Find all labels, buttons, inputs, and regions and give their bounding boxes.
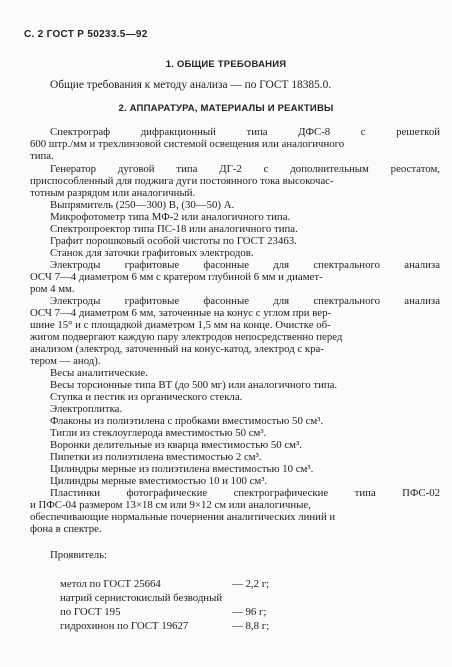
section-1-text: Общие требования к методу анализа — по ГОСТ 18385.0. bbox=[50, 79, 332, 91]
reagent-amount: — 8,8 г; bbox=[232, 620, 270, 632]
paragraph-line: Ступка и пестик из органического стекла. bbox=[50, 391, 243, 403]
paragraph-line: приспособленный для поджига дуги постоянного тока высокочас- bbox=[30, 175, 334, 187]
paragraph-line: анализом (электрод, заточенный на конус-катод, электрод с кра- bbox=[30, 343, 324, 355]
paragraph-line: Весы торсионные типа ВТ (до 500 мг) или аналогичного типа. bbox=[50, 379, 338, 391]
paragraph-line: Генератор дуговой типа ДГ-2 с дополнительным реостатом, bbox=[50, 163, 440, 175]
paragraph-line: Пипетки из полиэтилена вместимостью 2 см³. bbox=[50, 451, 262, 463]
section-1-title: 1. ОБЩИЕ ТРЕБОВАНИЯ bbox=[165, 59, 287, 70]
paragraph-line: Графит порошковый особой чистоты по ГОСТ 23463. bbox=[50, 235, 297, 247]
paragraph-line: Цилиндры мерные из полиэтилена вместимостью 10 см³. bbox=[50, 463, 314, 475]
paragraph-line: ОСЧ 7—4 диаметром 6 мм с кратером глубиной 6 мм и диамет- bbox=[30, 271, 323, 283]
paragraph-line: и ПФС-04 размером 13×18 см или 9×12 см или аналогичные, bbox=[30, 499, 311, 511]
reagent-name: натрий сернистокислый безводный bbox=[60, 592, 223, 604]
paragraph-line: Электроплитка. bbox=[50, 403, 123, 415]
paragraph-line: Спектрограф дифракционный типа ДФС-8 с решеткой bbox=[50, 126, 440, 138]
paragraph-line: фона в спектре. bbox=[30, 523, 102, 535]
paragraph-line: Пластинки фотографические спектрографические типа ПФС-02 bbox=[50, 487, 440, 499]
paragraph-line: жигом подвергают каждую пару электродов непосредственно перед bbox=[30, 331, 343, 343]
paragraph-line: 600 штр./мм и трехлинзовой системой освещения или аналогичного bbox=[30, 138, 345, 150]
paragraph-line: Воронки делительные из кварца вместимостью 50 см³. bbox=[50, 439, 302, 451]
paragraph-line: шине 15° и с площадкой диаметром 1,5 мм на конце. Очистке об- bbox=[30, 319, 331, 331]
reagent-name: гидрохинон по ГОСТ 19627 bbox=[60, 620, 189, 632]
reagent-amount: — 96 г; bbox=[232, 606, 267, 618]
reagent-name: по ГОСТ 195 bbox=[60, 606, 121, 618]
paragraph-line: типа. bbox=[30, 150, 54, 162]
reagent-amount: — 2,2 г; bbox=[232, 578, 270, 590]
paragraph-line: Флаконы из полиэтилена с пробками вместимостью 50 см³. bbox=[50, 415, 324, 427]
developer-heading: Проявитель: bbox=[50, 549, 108, 561]
paragraph-line: тером — анод). bbox=[30, 355, 101, 367]
paragraph-line: ром 4 мм. bbox=[30, 283, 75, 295]
paragraph-line: Спектропроектор типа ПС-18 или аналогичного типа. bbox=[50, 223, 298, 235]
paragraph-line: Микрофотометр типа МФ-2 или аналогичного типа. bbox=[50, 211, 291, 223]
paragraph-line: Весы аналитические. bbox=[50, 367, 148, 379]
paragraph-line: обеспечивающие нормальные почернения аналитических линий и bbox=[30, 511, 336, 523]
paragraph-line: Цилиндры мерные вместимостью 10 и 100 см³. bbox=[50, 475, 268, 487]
paragraph-line: ОСЧ 7—4 диаметром 6 мм, заточенные на конус с углом при вер- bbox=[30, 307, 332, 319]
running-head: С. 2 ГОСТ Р 50233.5—92 bbox=[24, 29, 148, 40]
paragraph-line: Станок для заточки графитовых электродов. bbox=[50, 247, 254, 259]
paragraph-line: тотным разрядом или аналогичный. bbox=[30, 187, 196, 199]
paragraph-line: Тигли из стеклоуглерода вместимостью 50 см³. bbox=[50, 427, 267, 439]
paragraph-line: Выпрямитель (250—300) В, (30—50) А. bbox=[50, 199, 235, 211]
reagent-name: метол по ГОСТ 25664 bbox=[60, 578, 161, 590]
paragraph-line: Электроды графитовые фасонные для спектрального анализа bbox=[50, 295, 440, 307]
paragraph-line: Электроды графитовые фасонные для спектрального анализа bbox=[50, 259, 440, 271]
section-2-title: 2. АППАРАТУРА, МАТЕРИАЛЫ И РЕАКТИВЫ bbox=[118, 103, 334, 114]
